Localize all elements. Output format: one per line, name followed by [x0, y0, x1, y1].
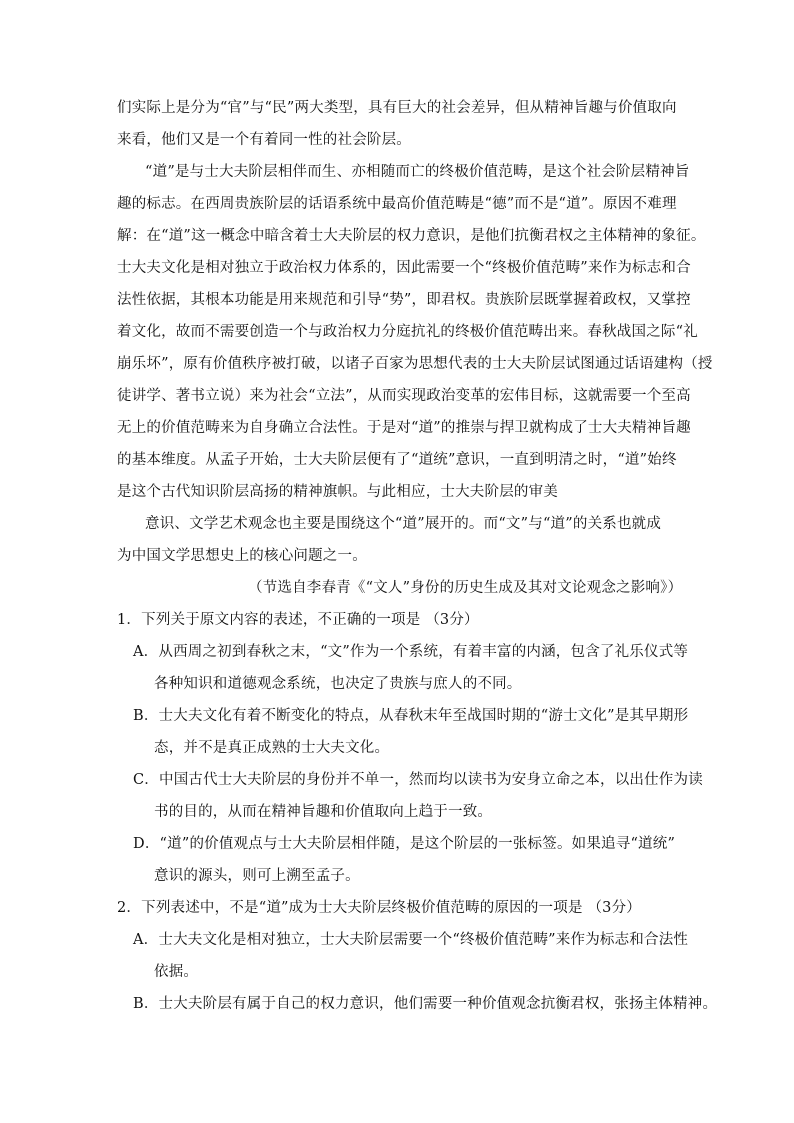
- passage-source: （节选自李春青《“文人”身份的历史生成及其对文论观念之影响》）: [248, 580, 683, 596]
- passage-line: 来看，他们又是一个有着同一性的社会阶层。: [117, 132, 411, 148]
- passage-line: 徒讲学、著书立说）来为社会“立法”，从而实现政治变革的宏伟目标，这就需要一个至高: [117, 388, 691, 404]
- passage-line: 们实际上是分为“官”与“民”两大类型，具有巨大的社会差异，但从精神旨趣与价值取向: [117, 100, 677, 116]
- passage-line: 无上的价值范畴来为自身确立合法性。于是对“道”的推崇与捍卫就构成了士大夫精神旨趣: [117, 420, 691, 436]
- question-2-option-b: B．士大夫阶层有属于自己的权力意识，他们需要一种价值观念抗衡君权，张扬主体精神。: [133, 996, 718, 1012]
- passage-line: 是这个古代知识阶层高扬的精神旗帜。与此相应，士大夫阶层的审美: [117, 484, 558, 500]
- passage-line: 崩乐坏”，原有价值秩序被打破，以诸子百家为思想代表的士大夫阶层试图通过话语建构（授: [117, 356, 713, 372]
- question-2-stem: 2．下列表述中，不是“道”成为士大夫阶层终极价值范畴的原因的一项是 （3分）: [117, 900, 641, 916]
- question-1-stem: 1．下列关于原文内容的表述，不正确的一项是 （3分）: [117, 612, 479, 628]
- question-1-option-d-cont: 意识的源头，则可上溯至孟子。: [154, 868, 360, 884]
- question-1-option-c-cont: 书的目的，从而在精神旨趣和价值取向上趋于一致。: [154, 804, 493, 820]
- passage-line: “道”是与士大夫阶层相伴而生、亦相随而亡的终极价值范畴，是这个社会阶层精神旨: [145, 164, 690, 180]
- passage-line: 法性依据，其根本功能是用来规范和引导“势”，即君权。贵族阶层既掌握着政权，又掌控: [117, 292, 691, 308]
- question-1-option-b-cont: 态，并不是真正成熟的士大夫文化。: [154, 740, 390, 756]
- question-2-option-a: A．士大夫文化是相对独立，士大夫阶层需要一个“终极价值范畴”来作为标志和合法性: [133, 932, 689, 948]
- passage-line: 解：在“道”这一概念中暗含着士大夫阶层的权力意识，是他们抗衡君权之主体精神的象征。: [117, 228, 706, 244]
- passage-line: 为中国文学思想史上的核心问题之一。: [117, 548, 367, 564]
- question-1-option-a-cont: 各种知识和道德观念系统，也决定了贵族与庶人的不同。: [154, 676, 522, 692]
- question-1-option-d: D．“道”的价值观点与士大夫阶层相伴随，是这个阶层的一张标签。如果追寻“道统”: [133, 836, 676, 852]
- question-1-option-b: B．士大夫文化有着不断变化的特点，从春秋末年至战国时期的“游士文化”是其早期形: [133, 708, 689, 724]
- question-1-option-c: C．中国古代士大夫阶层的身份并不单一，然而均以读书为安身立命之本，以出仕作为读: [133, 772, 703, 788]
- passage-line: 意识、文学艺术观念也主要是围绕这个“道”展开的。而“文”与“道”的关系也就成: [145, 516, 662, 532]
- passage-line: 的基本维度。从孟子开始，士大夫阶层便有了“道统”意识，一直到明清之时，“道”始终: [117, 452, 677, 468]
- passage-line: 士大夫文化是相对独立于政治权力体系的，因此需要一个“终极价值范畴”来作为标志和合: [117, 260, 691, 276]
- question-2-option-a-cont: 依据。: [154, 964, 199, 980]
- question-1-option-a: A．从西周之初到春秋之末，“文”作为一个系统，有着丰富的内涵，包含了礼乐仪式等: [133, 644, 689, 660]
- passage-line: 趣的标志。在西周贵族阶层的话语系统中最高价值范畴是“德”而不是“道”。原因不难理: [117, 196, 677, 212]
- passage-line: 着文化，故而不需要创造一个与政治权力分庭抗礼的终极价值范畴出来。春秋战国之际“礼: [117, 324, 698, 340]
